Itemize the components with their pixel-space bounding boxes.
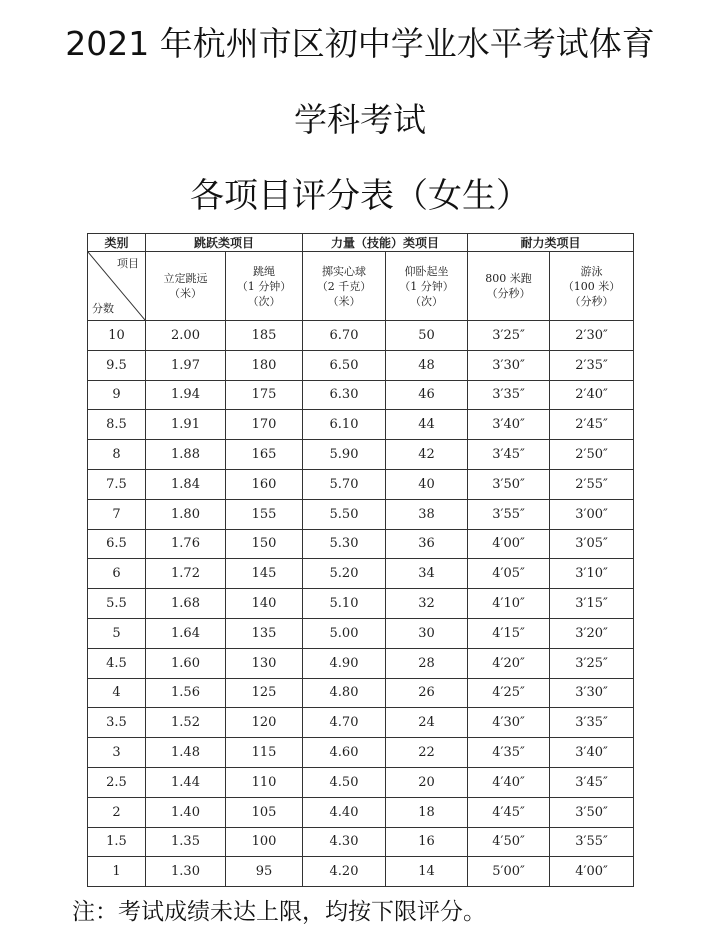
medicine-ball-cell: 6.50 bbox=[303, 350, 386, 380]
swimming-cell: 3′30″ bbox=[550, 678, 634, 708]
swimming-cell: 3′25″ bbox=[550, 648, 634, 678]
sit-ups-cell: 48 bbox=[386, 350, 468, 380]
standing-jump-cell: 1.64 bbox=[146, 618, 226, 648]
rope-skipping-cell: 170 bbox=[226, 410, 303, 440]
score-cell: 9 bbox=[88, 380, 146, 410]
medicine-ball-cell: 5.10 bbox=[303, 589, 386, 619]
sit-ups-cell: 22 bbox=[386, 738, 468, 768]
score-cell: 2 bbox=[88, 797, 146, 827]
col-unit: （次） bbox=[410, 294, 444, 308]
rope-skipping-cell: 140 bbox=[226, 589, 303, 619]
strength-group-header: 力量（技能）类项目 bbox=[303, 234, 468, 252]
run-800m-cell: 3′55″ bbox=[468, 499, 550, 529]
col-medicine-ball bbox=[303, 252, 386, 321]
score-cell: 8.5 bbox=[88, 410, 146, 440]
score-cell: 1 bbox=[88, 857, 146, 887]
swimming-cell: 3′40″ bbox=[550, 738, 634, 768]
medicine-ball-cell: 5.70 bbox=[303, 469, 386, 499]
table-row bbox=[88, 440, 634, 470]
sit-ups-cell: 20 bbox=[386, 767, 468, 797]
swimming-cell: 3′45″ bbox=[550, 767, 634, 797]
swimming-cell: 3′15″ bbox=[550, 589, 634, 619]
medicine-ball-cell: 5.90 bbox=[303, 440, 386, 470]
swimming-cell: 2′40″ bbox=[550, 380, 634, 410]
medicine-ball-cell: 4.90 bbox=[303, 648, 386, 678]
run-800m-cell: 3′40″ bbox=[468, 410, 550, 440]
score-cell: 5.5 bbox=[88, 589, 146, 619]
standing-jump-cell: 1.52 bbox=[146, 708, 226, 738]
run-800m-cell: 4′40″ bbox=[468, 767, 550, 797]
rope-skipping-cell: 165 bbox=[226, 440, 303, 470]
table-row bbox=[88, 767, 634, 797]
swimming-cell: 3′20″ bbox=[550, 618, 634, 648]
standing-jump-cell: 1.80 bbox=[146, 499, 226, 529]
col-unit2: （1 分钟） bbox=[399, 279, 454, 293]
table-row bbox=[88, 797, 634, 827]
run-800m-cell: 3′30″ bbox=[468, 350, 550, 380]
medicine-ball-cell: 4.30 bbox=[303, 827, 386, 857]
col-unit: （米） bbox=[169, 287, 202, 300]
endurance-group-header: 耐力类项目 bbox=[468, 234, 634, 252]
score-cell: 4 bbox=[88, 678, 146, 708]
col-unit: （次） bbox=[247, 294, 281, 308]
medicine-ball-cell: 5.20 bbox=[303, 559, 386, 589]
score-cell: 3 bbox=[88, 738, 146, 768]
swimming-cell: 2′45″ bbox=[550, 410, 634, 440]
run-800m-cell: 4′05″ bbox=[468, 559, 550, 589]
col-name: 仰卧起坐 bbox=[404, 264, 449, 278]
standing-jump-cell: 1.88 bbox=[146, 440, 226, 470]
medicine-ball-cell: 5.50 bbox=[303, 499, 386, 529]
score-cell: 7 bbox=[88, 499, 146, 529]
col-sit-ups bbox=[386, 252, 468, 321]
swimming-cell: 3′00″ bbox=[550, 499, 634, 529]
sit-ups-cell: 28 bbox=[386, 648, 468, 678]
run-800m-cell: 5′00″ bbox=[468, 857, 550, 887]
col-name: 游泳 bbox=[580, 264, 603, 278]
medicine-ball-cell: 6.10 bbox=[303, 410, 386, 440]
table-row bbox=[88, 857, 634, 887]
standing-jump-cell: 1.94 bbox=[146, 380, 226, 410]
rope-skipping-cell: 155 bbox=[226, 499, 303, 529]
rope-skipping-cell: 125 bbox=[226, 678, 303, 708]
sit-ups-cell: 24 bbox=[386, 708, 468, 738]
col-unit2: （1 分钟） bbox=[236, 279, 292, 293]
run-800m-cell: 4′35″ bbox=[468, 738, 550, 768]
swimming-cell: 4′00″ bbox=[550, 857, 634, 887]
group-header-row bbox=[88, 234, 634, 252]
medicine-ball-cell: 6.70 bbox=[303, 321, 386, 351]
score-table bbox=[87, 233, 634, 887]
standing-jump-cell: 1.44 bbox=[146, 767, 226, 797]
col-unit2: （2 千克） bbox=[316, 279, 372, 293]
rope-skipping-cell: 120 bbox=[226, 708, 303, 738]
standing-jump-cell: 1.48 bbox=[146, 738, 226, 768]
table-row bbox=[88, 738, 634, 768]
sit-ups-cell: 46 bbox=[386, 380, 468, 410]
column-header-row bbox=[88, 252, 634, 321]
table-row bbox=[88, 499, 634, 529]
diagonal-bottom-label: 分数 bbox=[92, 302, 114, 315]
rope-skipping-cell: 95 bbox=[226, 857, 303, 887]
swimming-cell: 3′55″ bbox=[550, 827, 634, 857]
score-cell: 3.5 bbox=[88, 708, 146, 738]
score-cell: 7.5 bbox=[88, 469, 146, 499]
standing-jump-cell: 2.00 bbox=[146, 321, 226, 351]
score-cell: 10 bbox=[88, 321, 146, 351]
sit-ups-cell: 18 bbox=[386, 797, 468, 827]
col-name: 立定跳远 bbox=[163, 272, 208, 285]
footnote: 注：考试成绩未达上限，均按下限评分。 bbox=[72, 899, 486, 925]
col-unit: （米） bbox=[327, 294, 361, 308]
rope-skipping-cell: 160 bbox=[226, 469, 303, 499]
medicine-ball-cell: 4.60 bbox=[303, 738, 386, 768]
run-800m-cell: 3′25″ bbox=[468, 321, 550, 351]
table-row bbox=[88, 529, 634, 559]
table-title: 各项目评分表（女生） bbox=[190, 176, 530, 216]
sit-ups-cell: 50 bbox=[386, 321, 468, 351]
run-800m-cell: 4′15″ bbox=[468, 618, 550, 648]
col-800m-run bbox=[468, 252, 550, 321]
diagonal-header bbox=[88, 252, 146, 321]
table-row bbox=[88, 380, 634, 410]
swimming-cell: 3′05″ bbox=[550, 529, 634, 559]
run-800m-cell: 3′45″ bbox=[468, 440, 550, 470]
medicine-ball-cell: 4.40 bbox=[303, 797, 386, 827]
rope-skipping-cell: 105 bbox=[226, 797, 303, 827]
sit-ups-cell: 36 bbox=[386, 529, 468, 559]
rope-skipping-cell: 110 bbox=[226, 767, 303, 797]
table-row bbox=[88, 648, 634, 678]
medicine-ball-cell: 4.20 bbox=[303, 857, 386, 887]
score-cell: 8 bbox=[88, 440, 146, 470]
table-row bbox=[88, 321, 634, 351]
medicine-ball-cell: 4.70 bbox=[303, 708, 386, 738]
score-cell: 6.5 bbox=[88, 529, 146, 559]
swimming-cell: 3′10″ bbox=[550, 559, 634, 589]
swimming-cell: 2′50″ bbox=[550, 440, 634, 470]
rope-skipping-cell: 135 bbox=[226, 618, 303, 648]
medicine-ball-cell: 5.00 bbox=[303, 618, 386, 648]
standing-jump-cell: 1.56 bbox=[146, 678, 226, 708]
col-unit: （分秒） bbox=[569, 294, 614, 308]
run-800m-cell: 3′35″ bbox=[468, 380, 550, 410]
col-swimming bbox=[550, 252, 634, 321]
table-row bbox=[88, 350, 634, 380]
sit-ups-cell: 14 bbox=[386, 857, 468, 887]
score-cell: 4.5 bbox=[88, 648, 146, 678]
col-standing-jump bbox=[146, 252, 226, 321]
sit-ups-cell: 34 bbox=[386, 559, 468, 589]
rope-skipping-cell: 185 bbox=[226, 321, 303, 351]
col-name: 掷实心球 bbox=[322, 264, 367, 278]
swimming-cell: 2′30″ bbox=[550, 321, 634, 351]
sit-ups-cell: 16 bbox=[386, 827, 468, 857]
run-800m-cell: 3′50″ bbox=[468, 469, 550, 499]
score-table-body bbox=[88, 321, 634, 887]
score-cell: 2.5 bbox=[88, 767, 146, 797]
table-row bbox=[88, 589, 634, 619]
rope-skipping-cell: 175 bbox=[226, 380, 303, 410]
sit-ups-cell: 40 bbox=[386, 469, 468, 499]
table-row bbox=[88, 708, 634, 738]
standing-jump-cell: 1.60 bbox=[146, 648, 226, 678]
table-row bbox=[88, 618, 634, 648]
rope-skipping-cell: 130 bbox=[226, 648, 303, 678]
standing-jump-cell: 1.68 bbox=[146, 589, 226, 619]
score-cell: 9.5 bbox=[88, 350, 146, 380]
table-row bbox=[88, 469, 634, 499]
standing-jump-cell: 1.84 bbox=[146, 469, 226, 499]
standing-jump-cell: 1.40 bbox=[146, 797, 226, 827]
title-line-1: 2021 年杭州市区初中学业水平考试体育 bbox=[65, 24, 655, 63]
swimming-cell: 3′50″ bbox=[550, 797, 634, 827]
sit-ups-cell: 38 bbox=[386, 499, 468, 529]
jump-group-header: 跳跃类项目 bbox=[146, 234, 303, 252]
run-800m-cell: 4′30″ bbox=[468, 708, 550, 738]
score-cell: 6 bbox=[88, 559, 146, 589]
run-800m-cell: 4′45″ bbox=[468, 797, 550, 827]
run-800m-cell: 4′00″ bbox=[468, 529, 550, 559]
sit-ups-cell: 26 bbox=[386, 678, 468, 708]
medicine-ball-cell: 6.30 bbox=[303, 380, 386, 410]
rope-skipping-cell: 150 bbox=[226, 529, 303, 559]
standing-jump-cell: 1.72 bbox=[146, 559, 226, 589]
col-rope-skipping bbox=[226, 252, 303, 321]
sit-ups-cell: 30 bbox=[386, 618, 468, 648]
swimming-cell: 2′35″ bbox=[550, 350, 634, 380]
run-800m-cell: 4′50″ bbox=[468, 827, 550, 857]
medicine-ball-cell: 4.80 bbox=[303, 678, 386, 708]
standing-jump-cell: 1.30 bbox=[146, 857, 226, 887]
table-row bbox=[88, 827, 634, 857]
standing-jump-cell: 1.76 bbox=[146, 529, 226, 559]
standing-jump-cell: 1.97 bbox=[146, 350, 226, 380]
col-name: 跳绳 bbox=[253, 264, 275, 278]
sit-ups-cell: 42 bbox=[386, 440, 468, 470]
col-name: 800 米跑 bbox=[485, 272, 532, 285]
rope-skipping-cell: 100 bbox=[226, 827, 303, 857]
run-800m-cell: 4′25″ bbox=[468, 678, 550, 708]
title-line-2: 学科考试 bbox=[294, 100, 426, 139]
sit-ups-cell: 44 bbox=[386, 410, 468, 440]
rope-skipping-cell: 115 bbox=[226, 738, 303, 768]
swimming-cell: 3′35″ bbox=[550, 708, 634, 738]
table-row bbox=[88, 559, 634, 589]
score-cell: 1.5 bbox=[88, 827, 146, 857]
diagonal-top-label: 项目 bbox=[117, 257, 139, 270]
score-cell: 5 bbox=[88, 618, 146, 648]
sit-ups-cell: 32 bbox=[386, 589, 468, 619]
standing-jump-cell: 1.35 bbox=[146, 827, 226, 857]
run-800m-cell: 4′10″ bbox=[468, 589, 550, 619]
category-header: 类别 bbox=[88, 234, 146, 252]
table-row bbox=[88, 410, 634, 440]
rope-skipping-cell: 180 bbox=[226, 350, 303, 380]
swimming-cell: 2′55″ bbox=[550, 469, 634, 499]
col-unit: （分秒） bbox=[486, 287, 531, 300]
run-800m-cell: 4′20″ bbox=[468, 648, 550, 678]
col-unit2: （100 米） bbox=[562, 279, 621, 293]
rope-skipping-cell: 145 bbox=[226, 559, 303, 589]
standing-jump-cell: 1.91 bbox=[146, 410, 226, 440]
medicine-ball-cell: 4.50 bbox=[303, 767, 386, 797]
medicine-ball-cell: 5.30 bbox=[303, 529, 386, 559]
table-row bbox=[88, 678, 634, 708]
